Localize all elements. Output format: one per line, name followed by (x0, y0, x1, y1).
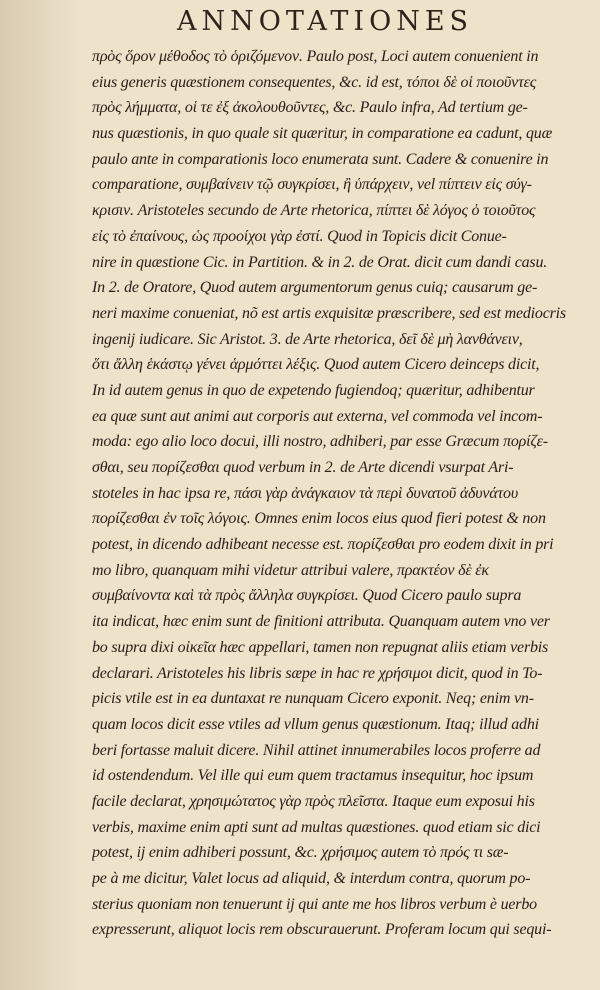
text-line: κρισιν. Aristoteles secundo de Arte rhetorica, πίπτει δὲ λόγος ὁ τοιοῦτος (92, 202, 536, 220)
text-line: paulo ante in comparationis loco enumerata sunt. Cadere & conuenire in (92, 150, 549, 168)
text-line: mo libro, quanquam mihi videtur attribui valere, πρακτέον δὲ ἐκ (92, 561, 489, 579)
text-line: συμβαίνοντα καὶ τὰ πρὸς ἄλληλα συγκρίσει. Quod Cicero paulo supra (92, 587, 522, 605)
text-line: potest, in dicendo adhibeant necesse est. πορίζεσθαι pro eodem dixit in pri (92, 536, 554, 554)
text-line: In id autem genus in quo de expetendo fugiendoq; quæritur, adhibentur (92, 381, 535, 399)
text-line: πρὸς ὅρον μέθοδος τὸ ὁριζόμενον. Paulo post, Loci autem conuenient in (92, 48, 539, 65)
text-line: nus quæstionis, in quo quale sit quæritur, in comparatione ea cadunt, quæ (92, 125, 553, 143)
text-block (92, 44, 570, 943)
text-line: ingenij iudicare. Sic Aristot. 3. de Arte rhetorica, δεῖ δὲ μὴ λανθάνειν, (92, 330, 523, 348)
text-line: neri maxime conueniat, nõ est artis exquisitæ præscribere, sed est mediocris (92, 304, 566, 322)
text-line: id ostendendum. Vel ille qui eum quem tractamus insequitur, hoc ipsum (92, 767, 534, 785)
text-line: πρὸς λήμματα, οἱ τε ἐξ ἀκολουθοῦντες, &c. Paulo infra, Ad tertium ge- (92, 99, 528, 117)
text-line: σθαι, seu πορίζεσθαι quod verbum in 2. de Arte dicendi vsurpat Ari- (92, 459, 514, 476)
text-line: nire in quæstione Cic. in Partition. & in 2. de Orat. dicit cum dandi casu. (92, 253, 548, 271)
text-line: expresserunt, aliquot locis rem obscurauerunt. Proferam locum qui sequi- (92, 921, 552, 939)
text-line: sterius quoniam non tenuerunt ij qui ante me hos libros verbum è uerbo (92, 895, 537, 913)
text-line: εἰς τὸ ἐπαίνους, ὡς προοίχοι γὰρ ἐστί. Quod in Topicis dicit Conue- (92, 227, 507, 245)
text-line: ita indicat, hæc enim sunt de finitioni attributa. Quanquam autem vno ver (92, 613, 550, 631)
text-line: ea quæ sunt aut animi aut corporis aut externa, vel commoda vel incom- (92, 407, 543, 425)
text-line: potest, ij enim adhiberi possunt, &c. χρήσιμος autem τὸ πρός τι sæ- (92, 844, 509, 862)
text-line: πορίζεσθαι ἐν τοῖς λόγοις. Omnes enim locos eius quod fieri potest & non (92, 510, 546, 528)
text-line: facile declarat, χρησιμώτατος γὰρ πρὸς πλεῖστα. Itaque eum exposui his (92, 792, 535, 810)
text-line: In 2. de Oratore, Quod autem argumentorum genus cuiq; causarum ge- (92, 279, 538, 297)
text-line: bo supra dixi οἰκεῖα hæc appellari, tamen non repugnat aliis etiam verbis (92, 638, 549, 656)
running-head: ANNOTATIONES (176, 6, 474, 37)
text-line: quam locos dicit esse vtiles ad vllum genus quæstionum. Itaq; illud adhi (92, 715, 539, 733)
text-line: pe à me dicitur, Valet locus ad aliquid, & interdum contra, quorum po- (92, 870, 531, 887)
text-line: declarari. Aristoteles his libris sæpe in hac re χρήσιμοι dicit, quod in To- (92, 664, 543, 682)
text-line: verbis, maxime enim apti sunt ad multas quæstiones. quod etiam sic dici (92, 818, 541, 836)
text-line: picis vtile est in ea duntaxat re nunquam Cicero exponit. Neq; enim vn- (92, 690, 534, 708)
text-line: stoteles in hac ipsa re, πάσι γὰρ ἀνάγκαιον τὰ περὶ δυνατοῦ ἀδυνάτου (92, 484, 518, 502)
gutter-shadow (0, 0, 80, 990)
text-line: ὅτι ἄλλη ἑκάστῳ γένει ἁρμόττει λέξις. Quod autem Cicero deinceps dicit, (92, 356, 540, 374)
text-line: beri fortasse maluit dicere. Nihil attinet innumerabiles locos proferre ad (92, 741, 541, 759)
text-line: moda: ego alio loco docui, illi nostro, adhiberi, par esse Græcum πορίζε- (92, 433, 548, 451)
text-line: comparatione, συμβαίνειν τῷ συγκρίσει, ἢ ὑπάρχειν, vel πίπτειν εἰς σύγ- (92, 176, 532, 194)
text-line: eius generis quæstionem consequentes, &c. id est, τόποι δὲ οἱ ποιοῦντες (92, 73, 536, 91)
